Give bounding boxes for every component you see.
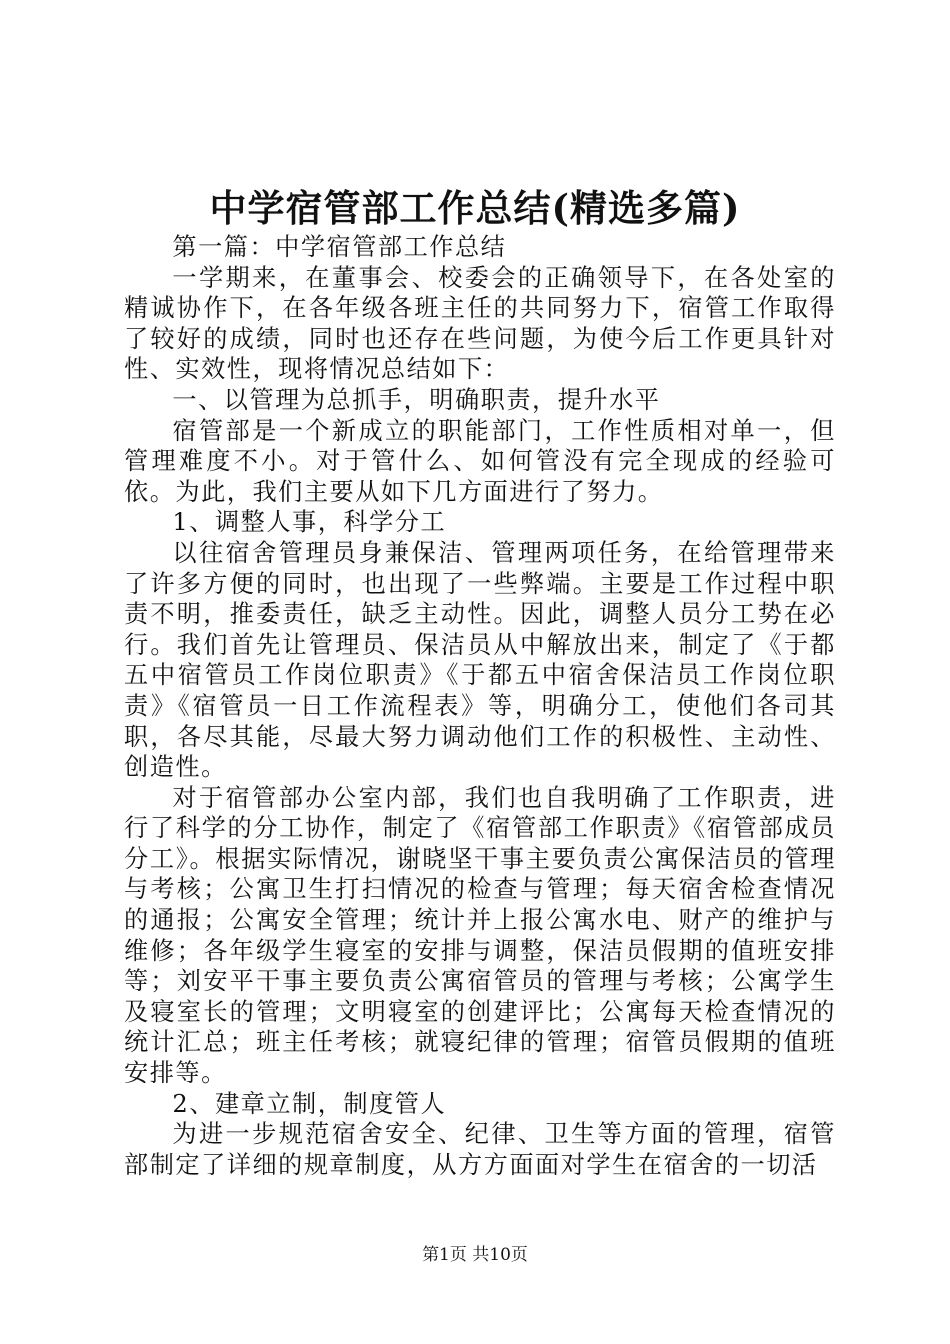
subheading-regulations: 2、建章立制，制度管人 (172, 1089, 447, 1118)
document-body (124, 232, 836, 1180)
document-title: 中学宿管部工作总结(精选多篇) (209, 186, 741, 230)
section-heading-management: 一、以管理为总抓手，明确职责，提升水平 (172, 385, 661, 414)
subheading-staffing: 1、调整人事，科学分工 (172, 508, 447, 537)
body-paragraph: 对于宿管部办公室内部，我们也自我明确了工作职责，进行了科学的分工协作，制定了《宿管部工作职责》《宿管部成员分工》。根据实际情况，谢晓坚干事主要负责公寓保洁员的管理与考核；公寓卫生打扫情况的检查与管理；每天宿舍检查情况的通报；公寓安全管理；统计并上报公寓水电、财产的维护与维修；各年级学生寝室的安排与调整，保洁员假期的值班安排等；刘安平干事主要负责公寓宿管员的管理与考核；公寓学生及寝室长的管理；文明寝室的创建评比；公寓每天检查情况的统计汇总；班主任考核；就寝纪律的管理；宿管员假期的值班安排等。 (124, 783, 836, 1088)
body-paragraph: 以往宿舍管理员身兼保洁、管理两项任务，在给管理带来了许多方便的同时，也出现了一些弊端。主要是工作过程中职责不明，推委责任，缺乏主动性。因此，调整人员分工势在必行。我们首先让管理员、保洁员从中解放出来，制定了《于都五中宿管员工作岗位职责》《于都五中宿舍保洁员工作岗位职责》《宿管员一日工作流程表》等，明确分工，使他们各司其职，各尽其能，尽最大努力调动他们工作的积极性、主动性、创造性。 (124, 538, 836, 782)
body-paragraph: 宿管部是一个新成立的职能部门，工作性质相对单一，但管理难度不小。对于管什么、如何管没有完全现成的经验可依。为此，我们主要从如下几方面进行了努力。 (124, 416, 836, 506)
page-footer: 第1页 共10页 (422, 1245, 528, 1265)
section-heading-part-one: 第一篇：中学宿管部工作总结 (172, 233, 507, 261)
intro-paragraph: 一学期来，在董事会、校委会的正确领导下，在各处室的精诚协作下，在各年级各班主任的共同努力下，宿管工作取得了较好的成绩，同时也还存在些问题，为使今后工作更具针对性、实效性，现将情况总结如下： (124, 263, 836, 384)
body-paragraph: 为进一步规范宿舍安全、纪律、卫生等方面的管理，宿管部制定了详细的规章制度，从方方面面对学生在宿舍的一切活 (124, 1120, 836, 1179)
